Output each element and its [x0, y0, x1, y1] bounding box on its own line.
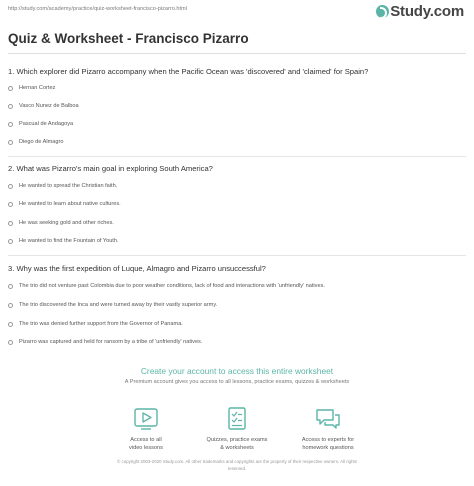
page-header: [0, 0, 474, 22]
quiz-checklist-icon: [222, 407, 252, 431]
page-title: Quiz & Worksheet - Francisco Pizarro: [8, 31, 249, 46]
logo-text: Study.com: [390, 2, 464, 20]
question-1-option-2[interactable]: Vasco Nunez de Balboa: [8, 101, 79, 111]
copyright-line-1: © copyright 2003-2020 Study.com. All other trademarks and copyrights are the property of their respective owners. All rights: [117, 459, 357, 464]
feature-line-2: & worksheets: [220, 444, 254, 451]
study-logo-icon: [376, 5, 389, 18]
radio-button-icon[interactable]: [8, 104, 13, 109]
radio-button-icon[interactable]: [8, 86, 13, 91]
question-1-option-1[interactable]: Hernan Cortez: [8, 83, 55, 93]
question-2-option-3[interactable]: He was seeking gold and other riches.: [8, 218, 114, 228]
feature-line-2: homework questions: [302, 444, 354, 451]
radio-button-icon[interactable]: [8, 239, 13, 244]
question-2-text: 2. What was Pizarro's main goal in exploring South America?: [8, 164, 213, 173]
radio-button-icon[interactable]: [8, 303, 13, 308]
page-url: http://study.com/academy/practice/quiz-worksheet-francisco-pizarro.html: [8, 6, 187, 12]
radio-button-icon[interactable]: [8, 140, 13, 145]
question-2-option-1[interactable]: He wanted to spread the Christian faith.: [8, 181, 117, 191]
cta-subtext: A Premium account gives you access to all lessons, practice exams, quizzes & worksheets: [124, 379, 350, 385]
question-3-option-3[interactable]: The trio was denied further support from the Governor of Panama.: [8, 319, 183, 329]
question-2-option-4[interactable]: He wanted to find the Fountain of Youth.: [8, 236, 119, 246]
question-divider: [8, 255, 466, 256]
feature-video-lessons: [101, 407, 191, 452]
question-3-option-2[interactable]: The trio discovered the Inca and were turned away by their vastly superior army.: [8, 300, 217, 310]
video-play-icon: [131, 407, 161, 431]
question-3-text: 3. Why was the first expedition of Luque, Almagro and Pizarro unsuccessful?: [8, 264, 266, 273]
radio-button-icon[interactable]: [8, 340, 13, 345]
copyright-footer: [80, 459, 394, 472]
question-1-text: 1. Which explorer did Pizarro accompany when the Pacific Ocean was 'discovered' and 'claimed' for Spain?: [8, 67, 369, 76]
radio-button-icon[interactable]: [8, 122, 13, 127]
question-3-option-4[interactable]: Pizarro was captured and held for ransom by a tribe of 'unfriendly' natives.: [8, 337, 202, 347]
title-divider: [8, 53, 466, 54]
radio-button-icon[interactable]: [8, 284, 13, 289]
radio-button-icon[interactable]: [8, 221, 13, 226]
question-1-option-3[interactable]: Pascual de Andagoya: [8, 119, 73, 129]
cta-heading[interactable]: Create your account to access this entire worksheet: [140, 366, 334, 376]
copyright-line-2: reserved.: [227, 465, 247, 471]
radio-button-icon[interactable]: [8, 184, 13, 189]
question-2-option-2[interactable]: He wanted to learn about native cultures.: [8, 199, 121, 209]
question-3-option-1[interactable]: The trio did not venture past Colombia due to poor weather conditions, lack of food and interactions with 'unfriendly' natives.: [8, 281, 325, 291]
feature-experts: [283, 407, 373, 452]
feature-line-1: Quizzes, practice exams: [206, 437, 268, 443]
feature-line-1: Access to all: [130, 437, 162, 443]
expert-chat-icon: [313, 407, 343, 431]
feature-quizzes: [192, 407, 282, 452]
feature-line-1: Access to experts for: [301, 437, 355, 443]
question-1-option-4[interactable]: Diego de Almagro: [8, 137, 63, 147]
premium-cta: [0, 366, 474, 385]
feature-line-2: video lessons: [129, 444, 163, 451]
study-logo[interactable]: [376, 3, 464, 19]
radio-button-icon[interactable]: [8, 322, 13, 327]
question-divider: [8, 156, 466, 157]
radio-button-icon[interactable]: [8, 202, 13, 207]
